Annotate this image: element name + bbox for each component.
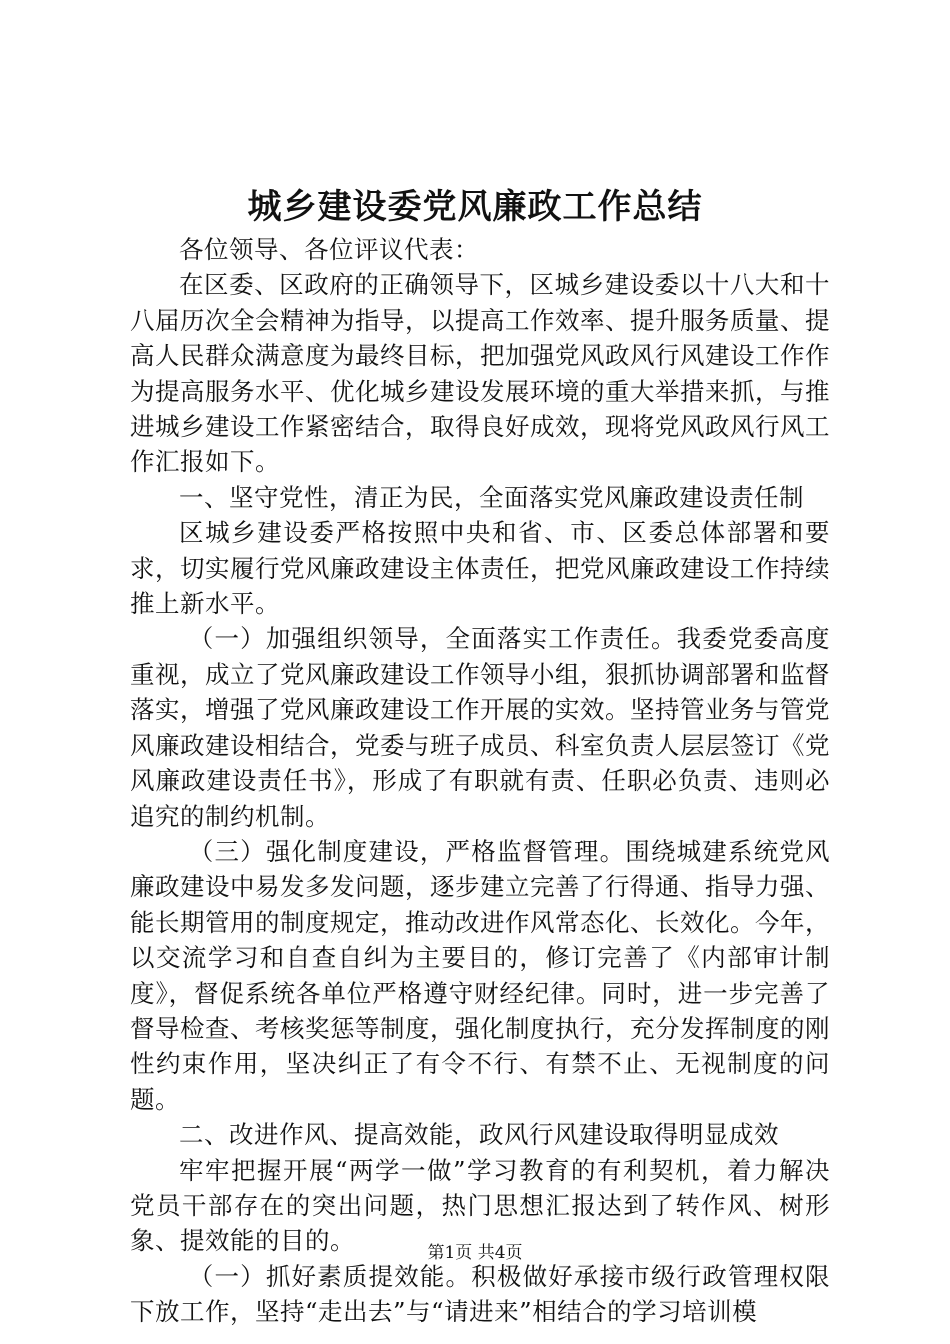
section-heading-1: 一、坚守党性，清正为民，全面落实党风廉政建设责任制 <box>179 482 804 512</box>
subsection-1-1-paragraph: （一）加强组织领导，全面落实工作责任。我委党委高度重视，成立了党风廉政建设工作领导小组，狠抓协调部署和监督落实，增强了党风廉政建设工作开展的实效。坚持管业务与管党风廉政建设相结合，党委与班子成员、科室负责人层层签订《党风廉政建设责任书》，形成了有职就有责、任职必负责、违则必追究的制约机制。 <box>130 624 830 831</box>
section-1-paragraph: 区城乡建设委严格按照中央和省、市、区委总体部署和要求，切实履行党风廉政建设主体责任，把党风廉政建设工作持续推上新水平。 <box>130 518 830 619</box>
subsection-2-1-paragraph: （一）抓好素质提效能。积极做好承接市级行政管理权限下放工作，坚持“走出去”与“请进来”相结合的学习培训模 <box>130 1261 830 1327</box>
intro-paragraph: 在区委、区政府的正确领导下，区城乡建设委以十八大和十八届历次全会精神为指导，以提高工作效率、提升服务质量、提高人民群众满意度为最终目标，把加强党风政风行风建设工作作为提高服务水平、优化城乡建设发展环境的重大举措来抓，与推进城乡建设工作紧密结合，取得良好成效，现将党风政风行风工作汇报如下。 <box>130 270 830 477</box>
document-body <box>130 232 830 1330</box>
subsection-1-3-paragraph: （三）强化制度建设，严格监督管理。围绕城建系统党风廉政建设中易发多发问题，逐步建立完善了行得通、指导力强、能长期管用的制度规定，推动改进作风常态化、长效化。今年，以交流学习和自查自纠为主要目的，修订完善了《内部审计制度》，督促系统各单位严格遵守财经纪律。同时，进一步完善了督导检查、考核奖惩等制度，强化制度执行，充分发挥制度的刚性约束作用，坚决纠正了有令不行、有禁不止、无视制度的问题。 <box>130 836 830 1114</box>
section-2-paragraph: 牢牢把握开展“两学一做”学习教育的有利契机，着力解决党员干部存在的突出问题，热门思想汇报达到了转作风、树形象、提效能的目的。 <box>130 1155 830 1256</box>
page-number-footer: 第1页 共4页 <box>427 1243 523 1263</box>
salutation-paragraph: 各位领导、各位评议代表： <box>179 235 479 264</box>
document-title: 城乡建设委党风廉政工作总结 <box>247 187 703 227</box>
section-heading-2: 二、改进作风、提高效能，政风行风建设取得明显成效 <box>179 1120 779 1150</box>
